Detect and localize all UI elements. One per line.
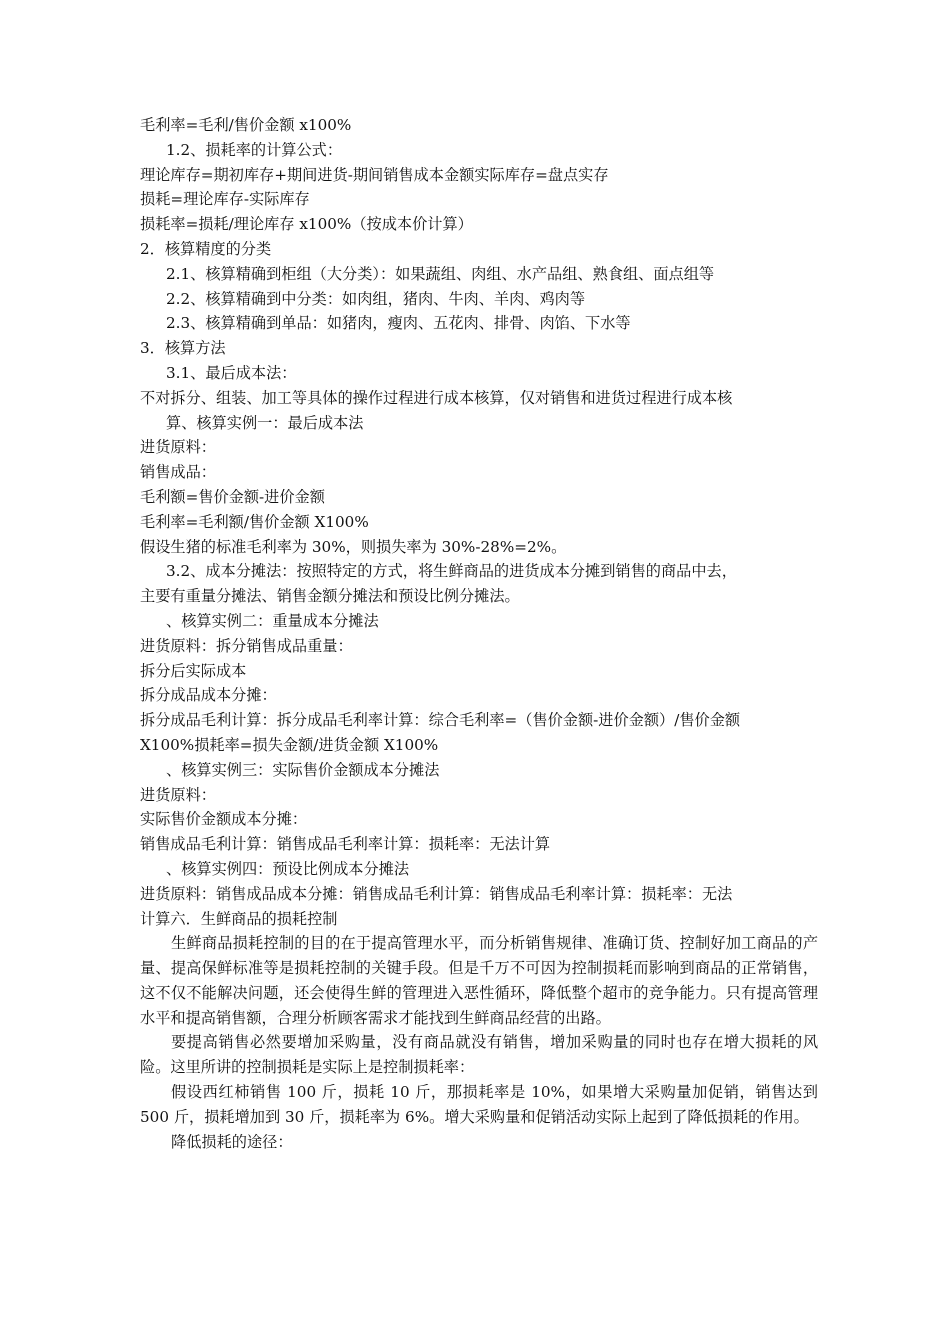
text-line: 拆分成品成本分摊： [140, 686, 277, 705]
text-line: 进货原料： [140, 785, 216, 804]
text-line: 理论库存=期初库存+期间进货-期间销售成本金额实际库存=盘点实存 [140, 165, 609, 184]
text-line: 进货原料：销售成品成本分摊：销售成品毛利计算：销售成品毛利率计算：损耗率：无法 [140, 884, 733, 903]
text-line: 毛利额=售价金额-进价金额 [140, 487, 325, 506]
text-line: 毛利率=毛利/售价金额 x100% [140, 116, 352, 134]
text-line: 实际售价金额成本分摊： [140, 810, 308, 829]
text-line: 不对拆分、组装、加工等具体的操作过程进行成本核算，仅对销售和进货过程进行成本核 [140, 388, 733, 407]
body-paragraph: 要提高销售必然要增加采购量，没有商品就没有销售，增加采购量的同时也存在增大损耗的风险。这里所讲的控制损耗是实际上是控制损耗率： [140, 1033, 818, 1077]
section-heading: 2．核算精度的分类 [140, 239, 272, 258]
text-line: 拆分成品毛利计算：拆分成品毛利率计算：综合毛利率=（售价金额-进价金额）/售价金额 [140, 711, 741, 730]
text-line: 损耗率=损耗/理论库存 x100%（按成本价计算） [140, 215, 473, 234]
text-line: 计算六．生鲜商品的损耗控制 [140, 909, 338, 928]
text-line: 算、核算实例一：最后成本法 [166, 413, 364, 432]
text-line: 主要有重量分摊法、销售金额分摊法和预设比例分摊法。 [140, 587, 520, 606]
text-line: 2.2、核算精确到中分类：如肉组，猪肉、牛肉、羊肉、鸡肉等 [166, 289, 586, 308]
section-heading: 、核算实例二：重量成本分摊法 [166, 611, 379, 630]
text-line: 2.1、核算精确到柜组（大分类）：如果蔬组、肉组、水产品组、熟食组、面点组等 [166, 264, 715, 283]
section-heading: 3．核算方法 [140, 339, 226, 358]
document-body [140, 113, 818, 1154]
text-line: 销售成品毛利计算：销售成品毛利率计算：损耗率：无法计算 [140, 835, 551, 854]
section-heading: 、核算实例四：预设比例成本分摊法 [166, 859, 409, 878]
text-line: 拆分后实际成本 [140, 661, 247, 680]
section-heading: 1.2、损耗率的计算公式： [166, 140, 343, 159]
text-line: 销售成品： [140, 463, 216, 482]
text-line: 进货原料：拆分销售成品重量： [140, 636, 353, 655]
section-heading: 、核算实例三：实际售价金额成本分摊法 [166, 760, 440, 779]
body-paragraph: 生鲜商品损耗控制的目的在于提高管理水平，而分析销售规律、准确订货、控制好加工商品的产量、提高保鲜标准等是损耗控制的关键手段。但是千万不可因为控制损耗而影响到商品的正常销售，这不仅不能解决问题，还会使得生鲜的管理进入恶性循环，降低整个超市的竞争能力。只有提高管理水平和提高销售额，合理分析顾客需求才能找到生鲜商品经营的出路。 [140, 934, 818, 1027]
text-line: 假设生猪的标准毛利率为 30%，则损失率为 30%-28%=2%。 [140, 537, 567, 556]
text-line: 3.2、成本分摊法：按照特定的方式，将生鲜商品的进货成本分摊到销售的商品中去， [166, 562, 737, 581]
text-line: 进货原料： [140, 438, 216, 457]
text-line: 毛利率=毛利额/售价金额 X100% [140, 512, 369, 531]
section-heading: 3.1、最后成本法： [166, 363, 297, 382]
body-paragraph: 降低损耗的途径： [171, 1132, 293, 1151]
text-line: X100%损耗率=损失金额/进货金额 X100% [140, 735, 439, 754]
text-line: 2.3、核算精确到单品：如猪肉，瘦肉、五花肉、排骨、肉馅、下水等 [166, 314, 631, 333]
text-line: 损耗=理论库存-实际库存 [140, 190, 310, 209]
body-paragraph: 假设西红柿销售 100 斤，损耗 10 斤，那损耗率是 10%，如果增大采购量加促销，销售达到 500 斤，损耗增加到 30 斤，损耗率为 6%。增大采购量和促销活动实际上起到了降低损耗的作用。 [140, 1083, 818, 1126]
